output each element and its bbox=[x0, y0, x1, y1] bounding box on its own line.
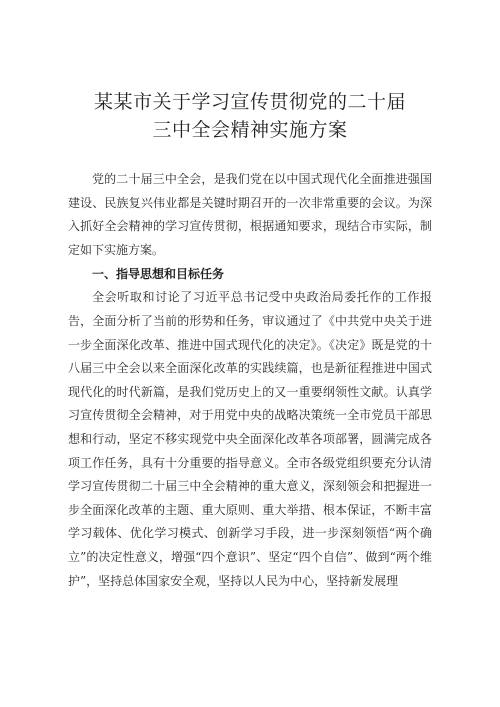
document-title-line-1: 某某市关于学习宣传贯彻党的二十届 bbox=[93, 91, 406, 113]
intro-paragraph: 党的二十届三中全会，是我们党在以中国式现代化全面推进强国建设、民族复兴伟业都是关键时期召开的一次非常重要的会议。为深入抓好全会精神的学习宣传贯彻，根据通知要求，现结合市实际，制定如下实施方案。 bbox=[68, 172, 432, 257]
section-heading-guiding-ideology: 一、指导思想和目标任务 bbox=[92, 267, 225, 282]
section-paragraph-guiding-ideology: 全会听取和讨论了习近平总书记受中央政治局委托作的工作报告，全面分析了当前的形势和任务，审议通过了《中共党中央关于进一步全面深化改革、推进中国式现代化的决定》。《决定》既是党的十八届三中全会以来全面深化改革的实践续篇，也是新征程推进中国式现代化的时代新篇，是我们党历史上的又一重要纲领性文献。认真学习宣传贯彻全会精神，对于用党中央的战略决策统一全市党员干部思想和行动，坚定不移实现党中央全面深化改革各项部署，圆满完成各项工作任务，具有十分重要的指导意义。全市各级党组织要充分认清学习宣传贯彻二十届三中全会精神的重大意义，深刻领会和把握进一步全面深化改革的主题、重大原则、重大举措、根本保证，不断丰富学习载体、优化学习模式、创新学习手段，进一步深刻领悟“两个确立”的决定性意义，增强“四个意识”、坚定“四个自信”、做到“两个维护”，坚持总体国家安全观，坚持以人民为中心，坚持新发展理 bbox=[68, 290, 432, 588]
document-body bbox=[68, 168, 432, 593]
document-title bbox=[68, 88, 432, 144]
document-title-line-2: 三中全会精神实施方案 bbox=[152, 119, 348, 141]
